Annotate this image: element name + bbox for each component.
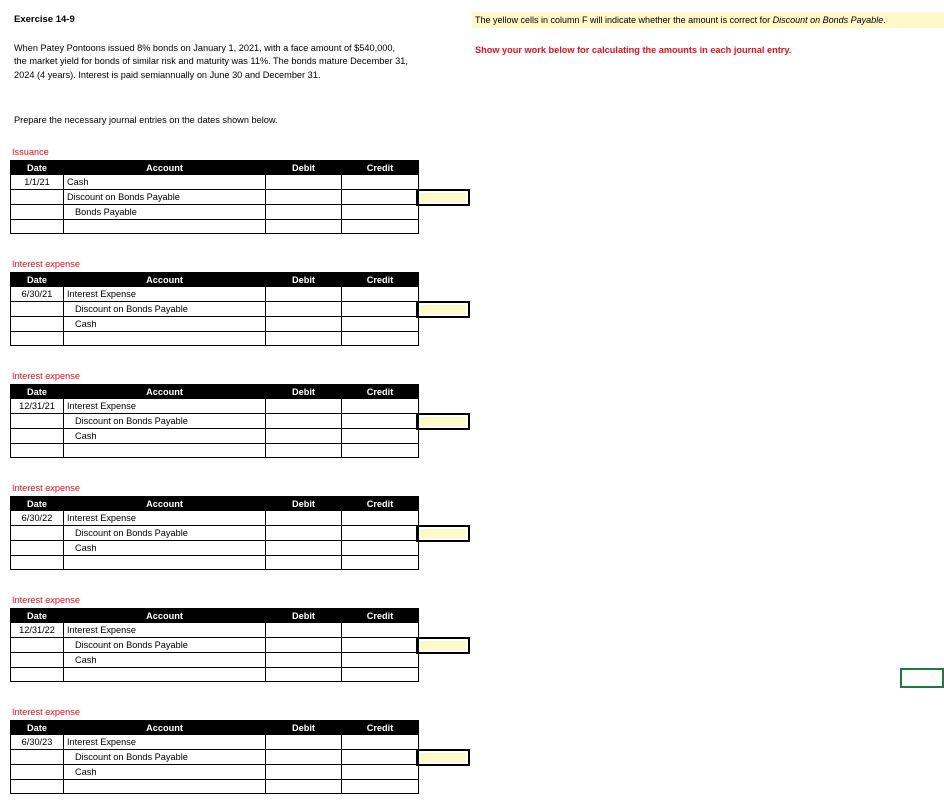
journal-table [10, 272, 419, 346]
check-cell-fill [420, 193, 466, 202]
col-header-debit: Debit [266, 609, 342, 623]
account-cell[interactable]: Cash [64, 765, 266, 780]
account-cell[interactable]: Cash [64, 653, 266, 668]
debit-cell[interactable] [266, 668, 342, 682]
credit-cell[interactable] [342, 190, 419, 205]
journal-row [11, 526, 419, 541]
account-cell[interactable]: Discount on Bonds Payable [64, 302, 266, 317]
debit-cell[interactable] [266, 332, 342, 346]
date-cell[interactable]: 6/30/22 [11, 511, 64, 526]
yellow-cells-note [472, 12, 944, 28]
credit-cell[interactable] [342, 444, 419, 458]
entry-label: Issuance [12, 147, 49, 157]
credit-cell[interactable] [342, 205, 419, 220]
date-cell[interactable] [11, 750, 64, 765]
date-cell[interactable]: 6/30/23 [11, 735, 64, 750]
date-cell[interactable] [11, 220, 64, 234]
col-header-credit: Credit [342, 497, 419, 511]
credit-cell[interactable] [342, 220, 419, 234]
account-cell[interactable]: Interest Expense [64, 623, 266, 638]
journal-row [11, 414, 419, 429]
yellow-note-prefix: The yellow cells in column F will indicate whether the amount is correct for [475, 15, 773, 25]
journal-row-blank [11, 780, 419, 794]
selected-cell[interactable] [900, 668, 944, 688]
account-cell[interactable] [64, 444, 266, 458]
journal-row [11, 429, 419, 444]
debit-cell[interactable] [266, 511, 342, 526]
journal-row [11, 750, 419, 765]
entry-label: Interest expense [12, 595, 80, 605]
debit-cell[interactable] [266, 750, 342, 765]
credit-cell[interactable] [342, 332, 419, 346]
debit-cell[interactable] [266, 444, 342, 458]
discount-check-cell [416, 637, 470, 654]
date-cell[interactable] [11, 302, 64, 317]
debit-cell[interactable] [266, 302, 342, 317]
date-cell[interactable] [11, 780, 64, 794]
discount-check-cell [416, 413, 470, 430]
date-cell[interactable]: 12/31/22 [11, 623, 64, 638]
col-header-credit: Credit [342, 385, 419, 399]
col-header-debit: Debit [266, 161, 342, 175]
account-cell[interactable]: Discount on Bonds Payable [64, 414, 266, 429]
credit-cell[interactable] [342, 653, 419, 668]
account-cell[interactable]: Cash [64, 317, 266, 332]
discount-check-cell [416, 525, 470, 542]
account-cell[interactable]: Interest Expense [64, 735, 266, 750]
credit-cell[interactable] [342, 765, 419, 780]
yellow-note-suffix: . [883, 15, 886, 25]
exercise-title: Exercise 14-9 [14, 14, 75, 25]
journal-row-blank [11, 444, 419, 458]
credit-cell[interactable] [342, 175, 419, 190]
debit-cell[interactable] [266, 526, 342, 541]
account-cell[interactable] [64, 668, 266, 682]
entry-label: Interest expense [12, 371, 80, 381]
yellow-note-italic: Discount on Bonds Payable [772, 15, 884, 25]
date-cell[interactable] [11, 526, 64, 541]
col-header-date: Date [11, 385, 64, 399]
date-cell[interactable] [11, 653, 64, 668]
debit-cell[interactable] [266, 780, 342, 794]
debit-cell[interactable] [266, 190, 342, 205]
debit-cell[interactable] [266, 220, 342, 234]
journal-row [11, 541, 419, 556]
journal-row [11, 653, 419, 668]
credit-cell[interactable] [342, 735, 419, 750]
journal-row [11, 638, 419, 653]
col-header-debit: Debit [266, 385, 342, 399]
account-cell[interactable]: Cash [64, 541, 266, 556]
instruction-text: Prepare the necessary journal entries on the dates shown below. [14, 115, 278, 125]
credit-cell[interactable] [342, 526, 419, 541]
col-header-date: Date [11, 497, 64, 511]
entry-label: Interest expense [12, 483, 80, 493]
col-header-debit: Debit [266, 497, 342, 511]
journal-row [11, 205, 419, 220]
journal-row [11, 287, 419, 302]
check-cell-fill [420, 753, 466, 762]
debit-cell[interactable] [266, 623, 342, 638]
date-cell[interactable] [11, 444, 64, 458]
col-header-date: Date [11, 721, 64, 735]
journal-row [11, 302, 419, 317]
credit-cell[interactable] [342, 414, 419, 429]
account-cell[interactable]: Interest Expense [64, 399, 266, 414]
credit-cell[interactable] [342, 623, 419, 638]
problem-description: When Patey Pontoons issued 8% bonds on January 1, 2021, with a face amount of $540,000, the market yield for bonds of similar risk and maturity was 11%. The bonds mature December 31, 2024 (4 years). Interest is paid semiannually on June 30 and December 31. [14, 43, 408, 80]
date-cell[interactable] [11, 317, 64, 332]
debit-cell[interactable] [266, 541, 342, 556]
debit-cell[interactable] [266, 287, 342, 302]
account-cell[interactable] [64, 220, 266, 234]
col-header-credit: Credit [342, 609, 419, 623]
account-cell[interactable] [64, 332, 266, 346]
journal-row [11, 765, 419, 780]
account-cell[interactable]: Interest Expense [64, 511, 266, 526]
entry-label: Interest expense [12, 707, 80, 717]
credit-cell[interactable] [342, 750, 419, 765]
account-cell[interactable]: Cash [64, 175, 266, 190]
debit-cell[interactable] [266, 765, 342, 780]
account-cell[interactable]: Interest Expense [64, 287, 266, 302]
date-cell[interactable] [11, 190, 64, 205]
date-cell[interactable] [11, 205, 64, 220]
col-header-credit: Credit [342, 721, 419, 735]
journal-row [11, 511, 419, 526]
col-header-account: Account [64, 721, 266, 735]
date-cell[interactable] [11, 414, 64, 429]
col-header-debit: Debit [266, 273, 342, 287]
account-cell[interactable] [64, 780, 266, 794]
account-cell[interactable]: Discount on Bonds Payable [64, 750, 266, 765]
journal-row [11, 317, 419, 332]
account-cell[interactable]: Bonds Payable [64, 205, 266, 220]
discount-check-cell [416, 749, 470, 766]
journal-table [10, 720, 419, 794]
col-header-date: Date [11, 609, 64, 623]
debit-cell[interactable] [266, 653, 342, 668]
check-cell-fill [420, 305, 466, 314]
col-header-credit: Credit [342, 161, 419, 175]
date-cell[interactable] [11, 429, 64, 444]
journal-table [10, 608, 419, 682]
journal-row [11, 623, 419, 638]
credit-cell[interactable] [342, 399, 419, 414]
check-cell-fill [420, 417, 466, 426]
col-header-date: Date [11, 161, 64, 175]
show-work-note: Show your work below for calculating the amounts in each journal entry. [475, 45, 792, 55]
debit-cell[interactable] [266, 399, 342, 414]
date-cell[interactable] [11, 556, 64, 570]
debit-cell[interactable] [266, 556, 342, 570]
account-cell[interactable] [64, 556, 266, 570]
account-cell[interactable]: Discount on Bonds Payable [64, 526, 266, 541]
col-header-debit: Debit [266, 721, 342, 735]
col-header-account: Account [64, 497, 266, 511]
credit-cell[interactable] [342, 317, 419, 332]
debit-cell[interactable] [266, 735, 342, 750]
credit-cell[interactable] [342, 780, 419, 794]
account-cell[interactable]: Cash [64, 429, 266, 444]
date-cell[interactable] [11, 668, 64, 682]
date-cell[interactable]: 12/31/21 [11, 399, 64, 414]
credit-cell[interactable] [342, 302, 419, 317]
credit-cell[interactable] [342, 541, 419, 556]
journal-table [10, 384, 419, 458]
account-cell[interactable]: Discount on Bonds Payable [64, 638, 266, 653]
date-cell[interactable] [11, 765, 64, 780]
credit-cell[interactable] [342, 429, 419, 444]
date-cell[interactable] [11, 332, 64, 346]
entry-label: Interest expense [12, 259, 80, 269]
journal-row [11, 735, 419, 750]
journal-row-blank [11, 220, 419, 234]
date-cell[interactable] [11, 541, 64, 556]
credit-cell[interactable] [342, 287, 419, 302]
journal-row [11, 190, 419, 205]
debit-cell[interactable] [266, 429, 342, 444]
journal-row-blank [11, 332, 419, 346]
col-header-account: Account [64, 385, 266, 399]
debit-cell[interactable] [266, 414, 342, 429]
discount-check-cell [416, 301, 470, 318]
date-cell[interactable] [11, 638, 64, 653]
journal-row-blank [11, 556, 419, 570]
credit-cell[interactable] [342, 638, 419, 653]
col-header-account: Account [64, 609, 266, 623]
date-cell[interactable]: 1/1/21 [11, 175, 64, 190]
col-header-date: Date [11, 273, 64, 287]
credit-cell[interactable] [342, 556, 419, 570]
debit-cell[interactable] [266, 175, 342, 190]
discount-check-cell [416, 189, 470, 206]
credit-cell[interactable] [342, 511, 419, 526]
debit-cell[interactable] [266, 317, 342, 332]
col-header-account: Account [64, 273, 266, 287]
col-header-account: Account [64, 161, 266, 175]
journal-row-blank [11, 668, 419, 682]
journal-table [10, 160, 419, 234]
check-cell-fill [420, 529, 466, 538]
check-cell-fill [420, 641, 466, 650]
journal-table [10, 496, 419, 570]
col-header-credit: Credit [342, 273, 419, 287]
journal-row [11, 175, 419, 190]
journal-row [11, 399, 419, 414]
account-cell[interactable]: Discount on Bonds Payable [64, 190, 266, 205]
credit-cell[interactable] [342, 668, 419, 682]
debit-cell[interactable] [266, 638, 342, 653]
debit-cell[interactable] [266, 205, 342, 220]
date-cell[interactable]: 6/30/21 [11, 287, 64, 302]
